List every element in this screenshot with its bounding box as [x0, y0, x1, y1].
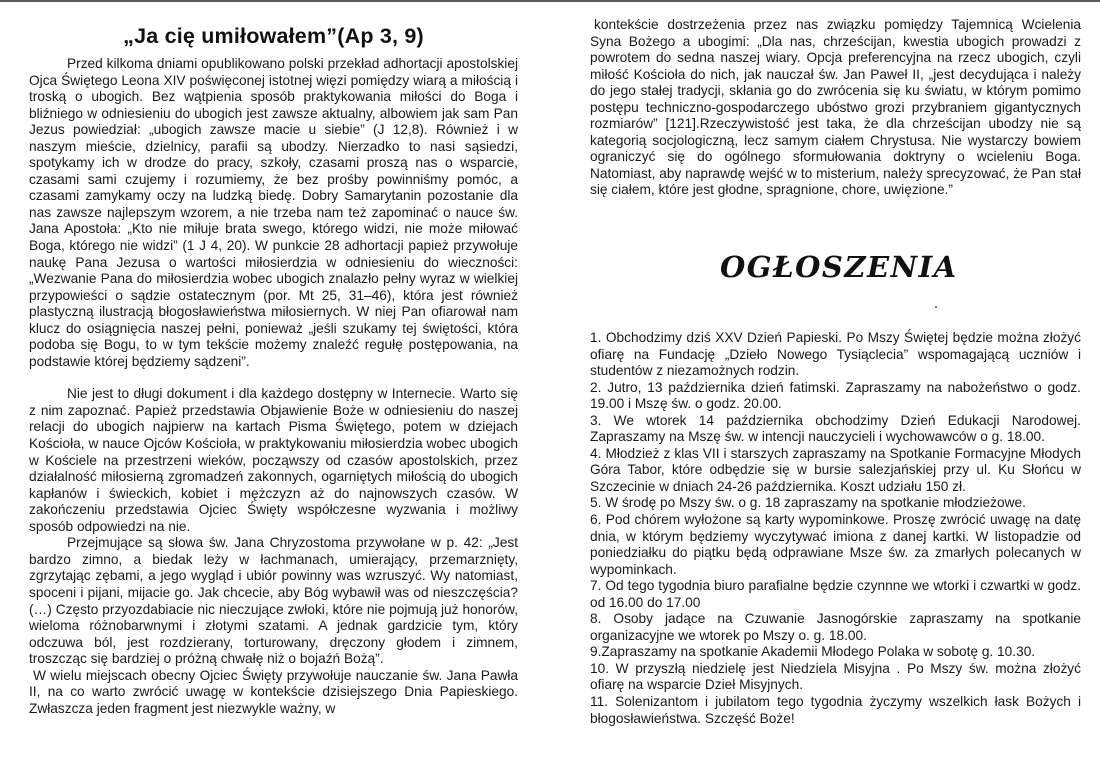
announcement-item: 2. Jutro, 13 października dzień fatimski. Zapraszamy na nabożeństwo o godz. 19.00 i Mszę św. o godz. 20.00.	[590, 379, 1081, 412]
announcement-item: 10. W przyszłą niedzielę jest Niedziela Misyjna . Po Mszy św. można złożyć ofiarę na wsparcie Dzieł Misyjnych.	[590, 660, 1081, 693]
article-paragraph-2: Nie jest to długi dokument i dla każdego dostępny w Internecie. Warto się z nim zapoznać. Papież przedstawia Objawienie Boże w odniesieniu do naszej relacji do ubogich najpierw na kartach Pisma Świętego, potem w dziejach Kościoła, w nauce Ojców Kościoła, w praktykowaniu miłosierdzia wobec ubogich w Kościele na przestrzeni wieków, począwszy od czasów apostolskich, przez działalność miłosierną zgromadzeń zakonnych, ogarniętych miłością do ubogich kapłanów i świeckich, kobiet i mężczyzn aż do najnowszych czasów. W zakończeniu przedstawia Ojciec Święty współczesne wyzwania i możliwy sposób odpowiedzi na nie.	[29, 386, 518, 534]
article-continuation	[590, 17, 1081, 199]
article-continuation-text: kontekście dostrzeżenia przez nas związku pomiędzy Tajemnicą Wcielenia Syna Bożego a ubogimi: „Dla nas, chrześcijan, kwestia ubogich prowadzi z powrotem do sedna naszej wiary. Opcja preferencyjna na rzecz ubogich, czyli miłość Kościoła do nich, jak nauczał św. Jan Paweł II, „jest decydująca i należy do jego stałej tradycji, skłania go do zwrócenia się ku światu, w którym pomimo postępu techniczno-gospodarczego ubóstwo grozi przybraniem gigantycznych rozmiarów” [121].Rzeczywistość jest taka, że dla chrześcijan ubodzy nie są kategorią socjologiczną, lecz samym ciałem Chrystusa. Nie wystarczy bowiem ograniczyć się do ogólnego sformułowania doktryny o wcieleniu Boga. Natomiast, aby naprawdę wejść w to misterium, należy sprecyzować, że Pan stał się ciałem, które jest głodne, spragnione, chore, uwięzione.”	[590, 17, 1081, 198]
announcements-heading: OGŁOSZENIA	[720, 250, 958, 284]
announcement-item: 1. Obchodzimy dziś XXV Dzień Papieski. Po Mszy Świętej będzie można złożyć ofiarę na Fundację „Dzieło Nowego Tysiąclecia” wspomagającą uczniów i studentów z niezamożnych rodzin.	[590, 330, 1081, 379]
article-paragraph-3: Przejmujące są słowa św. Jana Chryzostoma przywołane w p. 42: „Jest bardzo zimno, a biedak leży w łachmanach, umierający, przemarznięty, zgrzytając zębami, a jego wygląd i ubiór powinny was wzruszyć. Wy natomiast, spoceni i pijani, mijacie go. Jak chcecie, aby Bóg wybawił was od nieszczęścia? (…) Często przyozdabiacie nic nieczujące zwłoki, które nie pojmują już honorów, wieloma różnobarwnymi i złotymi szatami. A jednak gardzicie tym, który odczuwa ból, jest rozdzierany, torturowany, dręczony głodem i zimnem, troszcząc się bardziej o próżną chwałę niż o bojaźń Bożą”.	[29, 535, 518, 667]
article-body	[29, 56, 518, 717]
announcement-item: 11. Solenizantom i jubilatom tego tygodnia życzymy wszelkich łask Bożych i błogosławieństwa. Szczęść Boże!	[590, 694, 1081, 726]
stray-dot	[935, 306, 937, 308]
announcement-item: 4. Młodzież z klas VII i starszych zapraszamy na Spotkanie Formacyjne Młodych Góra Tabor, które odbędzie się w bursie salezjańskiej przy ul. Ku Słońcu w Szczecinie w dniach 24-26 października. Koszt udziału 150 zł.	[590, 445, 1081, 494]
announcement-item: 7. Od tego tygodnia biuro parafialne będzie czynnne we wtorki i czwartki w godz. od 16.00 do 17.00	[590, 578, 1081, 610]
article-paragraph-4: W wielu miejscach obecny Ojciec Święty przywołuje nauczanie św. Jana Pawła II, na co warto zwrócić uwagę w kontekście dzisiejszego Dnia Papieskiego. Zwłaszcza jeden fragment jest niezwykle ważny, w	[29, 667, 518, 716]
announcement-item: 5. W środę po Mszy św. o g. 18 zapraszamy na spotkanie młodzieżowe.	[590, 495, 1026, 511]
announcements-list	[590, 330, 1081, 727]
article-title: „Ja cię umiłowałem”(Ap 3, 9)	[123, 24, 424, 48]
announcement-item: 8. Osoby jadące na Czuwanie Jasnogórskie zapraszamy na spotkanie organizacyjne we wtorek po Mszy o. g. 18.00.	[590, 611, 1081, 643]
article-paragraph-1: Przed kilkoma dniami opublikowano polski przekład adhortacji apostolskiej Ojca Świętego Leona XIV poświęconej istotnej więzi pomiędzy wiarą a miłością i troską o ubogich. Bez wątpienia sposób praktykowania miłości do Boga i bliźniego w odniesieniu do ubogich jest zawsze aktualny, albowiem jak sam Pan Jezus powiedział: „ubogich zawsze macie u siebie” (J 12,8). Również i w naszym mieście, dzielnicy, parafii są ubodzy. Nierzadko to nasi sąsiedzi, spotykamy ich w drodze do pracy, szkoły, czasami proszą nas o wsparcie, czasami sami czujemy i rozumiemy, że bez prośby powinniśmy pomóc, a czasami zamykamy oczy na ludzką biedę. Dobry Samarytanin pozostanie dla nas zawsze najlepszym wzorem, a nie trzeba nam też zapominać o nauce św. Jana Apostoła: „Kto nie miłuje brata swego, którego widzi, nie może miłować Boga, którego nie widzi” (1 J 4, 20). W punkcie 28 adhortacji papież przywołuje naukę Pana Jezusa o wartości miłosierdzia w odniesieniu do wieczności: „Wezwanie Pana do miłosierdzia wobec ubogich znalazło pełny wyraz w wielkiej przypowieści o sądzie ostatecznym (por. Mt 25, 31–46), która jest również plastyczną ilustracją błogosławieństwa miłosiernych. W niej Pan ofiarował nam klucz do osiągnięcia naszej pełni, ponieważ „jeśli szukamy tej świętości, która podoba się Bogu, to w tym tekście możemy znaleźć regułę postępowania, na podstawie której będziemy sądzeni”.	[29, 56, 518, 369]
announcement-item: 3. We wtorek 14 października obchodzimy Dzień Edukacji Narodowej. Zapraszamy na Mszę św. w intencji nauczycieli i wychowawców o g. 18.00.	[590, 412, 1081, 445]
announcement-item: 6. Pod chórem wyłożone są karty wypominkowe. Proszę zwrócić uwagę na datę dnia, w którym będziemy wyczytywać imiona z danej kartki. W listopadzie od poniedziałku do piątku będą odprawiane Msze św. za zmarłych polecanych w wypominkach.	[590, 512, 1081, 577]
announcement-item: 9.Zapraszamy na spotkanie Akademii Młodego Polaka w sobotę g. 10.30.	[590, 644, 1036, 660]
top-border-line	[0, 0, 1100, 2]
paragraph-gap	[29, 370, 518, 386]
